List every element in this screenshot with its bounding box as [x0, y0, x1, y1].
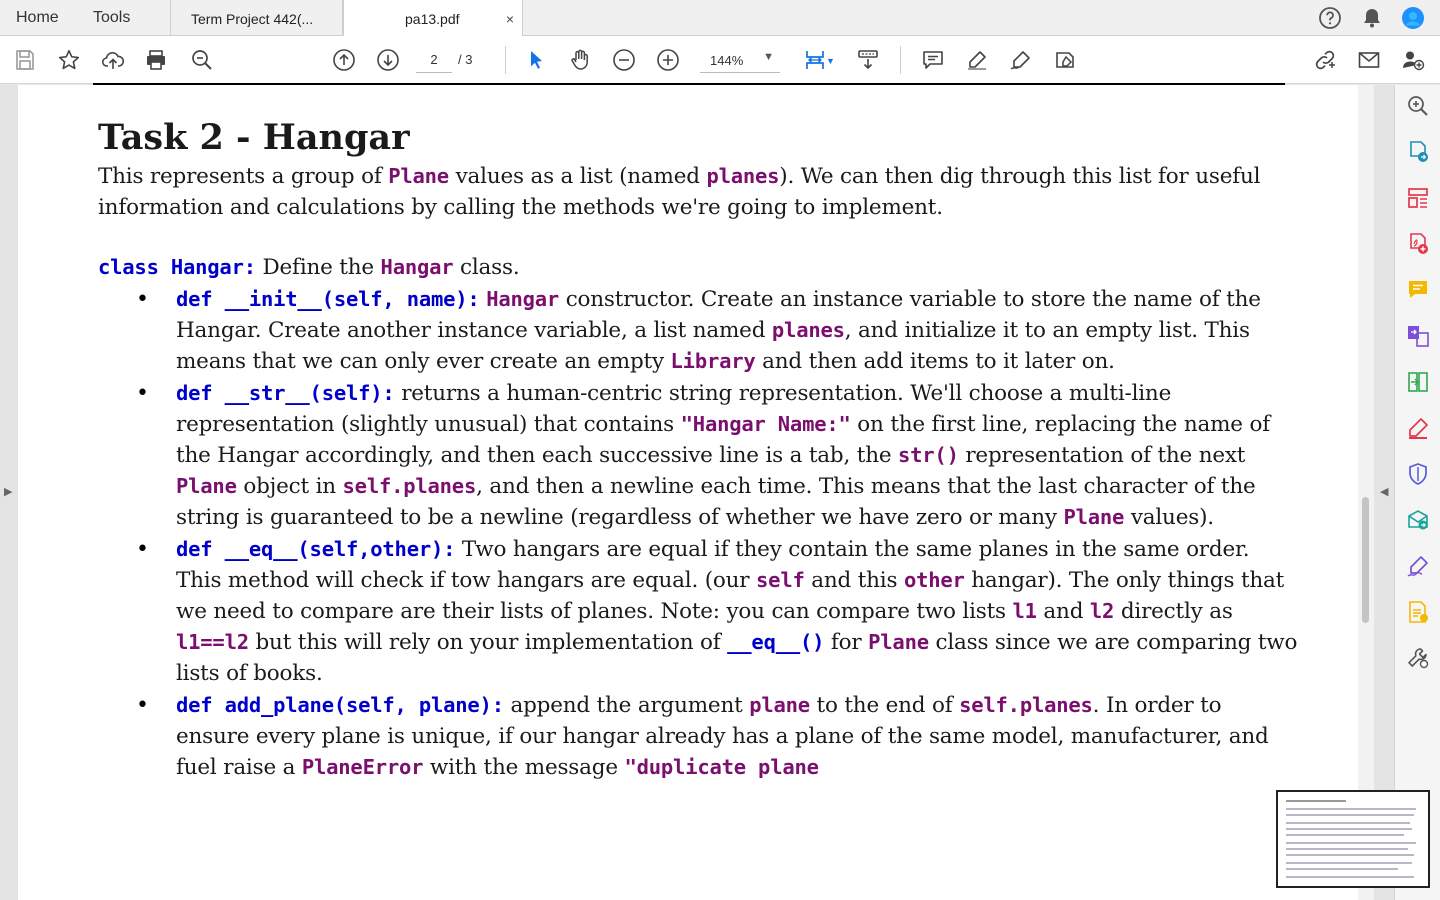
page-top-rule: [93, 83, 1285, 85]
text-run: but this will rely on your implementation of: [248, 630, 728, 655]
fit-page-icon[interactable]: [802, 47, 828, 73]
method-item-str: [176, 378, 1298, 533]
save-icon[interactable]: [12, 47, 38, 73]
inline-code: Plane: [388, 164, 449, 188]
text-run: and then add items to it later on.: [755, 349, 1115, 374]
inline-code: Plane: [1063, 505, 1125, 529]
inline-code: "Hangar Name:": [680, 412, 851, 436]
zoom-out-icon[interactable]: [611, 47, 637, 73]
text-run: append the argument: [503, 693, 750, 718]
text-run: values as a list (named: [448, 164, 707, 189]
highlight-pen-icon[interactable]: [964, 47, 990, 73]
star-icon[interactable]: [56, 47, 82, 73]
inline-code: Hangar: [380, 255, 454, 279]
doc-tab-label: pa13.pdf: [405, 11, 460, 27]
sign-pen-icon[interactable]: [1008, 47, 1034, 73]
vertical-scrollbar[interactable]: [1358, 85, 1374, 900]
sign-icon[interactable]: [1405, 553, 1431, 579]
notification-bell-icon[interactable]: [1360, 6, 1384, 30]
select-arrow-icon[interactable]: [523, 47, 549, 73]
text-run: and: [1036, 599, 1090, 624]
thumbnail-line: [1286, 828, 1412, 830]
text-run: hangar). The only things that we need to compare are their lists of planes. Note: you can compare two lists: [176, 568, 1285, 624]
method-item-eq: [176, 534, 1298, 689]
inline-code: Plane: [868, 630, 929, 654]
user-avatar-icon[interactable]: [1401, 6, 1425, 30]
page-down-icon[interactable]: [375, 47, 401, 73]
protect-shield-icon[interactable]: [1405, 461, 1431, 487]
edit-pdf-icon[interactable]: [1405, 369, 1431, 395]
text-run: class since we are comparing two lists of books.: [176, 630, 1298, 686]
text-run: , and initialize it to an empty list. This means that we can only ever create an empty: [176, 318, 1250, 374]
inline-code: "duplicate plane: [624, 755, 819, 779]
text-run: to the end of: [809, 693, 960, 718]
send-sign-icon[interactable]: [1052, 47, 1078, 73]
thumbnail-line: [1286, 822, 1410, 824]
document-viewport[interactable]: [0, 85, 1394, 900]
page-number-input[interactable]: [416, 47, 452, 73]
code-keyword: Hangar:: [170, 255, 256, 279]
thumbnail-line: [1286, 854, 1414, 856]
zoom-in-icon[interactable]: [655, 47, 681, 73]
page-up-icon[interactable]: [331, 47, 357, 73]
thumbnail-line: [1286, 808, 1416, 810]
inline-code: planes: [706, 164, 780, 188]
inline-code: self.planes: [342, 474, 477, 498]
thumbnail-line: [1286, 834, 1404, 836]
text-run: Define the: [255, 255, 381, 280]
inline-code: str(): [898, 443, 959, 467]
section-heading: Task 2 - Hangar: [98, 117, 410, 158]
method-list: [176, 284, 1298, 783]
doc-tab-term-project[interactable]: [170, 0, 343, 37]
send-review-icon[interactable]: [1405, 507, 1431, 533]
class-definition-line: [98, 252, 1298, 283]
create-pdf-icon[interactable]: [1405, 231, 1431, 257]
inline-code: PlaneError: [301, 755, 424, 779]
code-keyword: def __str__(self):: [176, 381, 395, 405]
combine-files-icon[interactable]: [1405, 323, 1431, 349]
text-run: object in: [236, 474, 343, 499]
share-link-icon[interactable]: [1312, 47, 1338, 73]
tab-bar: [0, 0, 1440, 36]
close-tab-icon[interactable]: ×: [505, 11, 514, 27]
text-run: Two hangars are equal if they contain the same planes in the same order. This method will check if tow hangars are equal. (our: [176, 537, 1250, 593]
code-keyword: def __eq__(self,other):: [176, 537, 456, 561]
text-run: and this: [804, 568, 904, 593]
print-icon[interactable]: [143, 47, 169, 73]
page-thumbnail-navigator[interactable]: [1276, 790, 1430, 888]
code-keyword: def __init__(self, name):: [176, 287, 480, 311]
text-run: , and then a newline each time. This means that the last character of the string is guaranteed to be a newline (regardless of whether we have zero or many: [176, 474, 1256, 530]
text-run: returns a human-centric string representation. We'll choose a multi-line representation (slightly unusual) that contains: [176, 381, 1172, 437]
chevron-down-icon: ▼: [763, 51, 774, 63]
doc-tab-label: Term Project 442(...: [191, 11, 314, 27]
inline-code: l1==l2: [176, 630, 249, 654]
text-run: This represents a group of: [98, 164, 389, 189]
text-run: for: [824, 630, 869, 655]
inline-code: Library: [670, 349, 756, 373]
inline-code: l1: [1012, 599, 1037, 623]
upload-cloud-icon[interactable]: [100, 47, 126, 73]
text-run: on the first line, replacing the name of the Hangar accordingly, and then each successive line is a tab, the: [176, 412, 1270, 468]
thumbnail-line: [1286, 848, 1408, 850]
fill-sign-icon[interactable]: [1405, 415, 1431, 441]
text-run: values).: [1124, 505, 1214, 530]
code-keyword: def add_plane(self, plane):: [176, 693, 504, 717]
inline-code: Hangar: [486, 287, 560, 311]
comment-icon[interactable]: [1405, 277, 1431, 303]
text-run: constructor. Create an instance variable to store the name of the Hangar. Create another instance variable, a list named: [176, 287, 1261, 343]
intro-paragraph: [98, 161, 1298, 223]
doc-tab-pa13[interactable]: [343, 0, 523, 37]
scrollbar-thumb[interactable]: [1362, 497, 1369, 623]
thumbnail-line: [1286, 868, 1398, 870]
toolbar-divider: [900, 46, 901, 74]
inline-code: other: [903, 568, 965, 592]
inline-code: self.planes: [959, 693, 1093, 717]
thumbnail-line: [1286, 814, 1414, 816]
thumbnail-line: [1286, 876, 1414, 878]
zoom-search-icon[interactable]: [1405, 93, 1431, 119]
inline-code: planes: [771, 318, 845, 342]
comment-icon[interactable]: [920, 47, 946, 73]
code-keyword: __eq__(): [727, 630, 825, 654]
nav-tab-home[interactable]: Home: [16, 9, 59, 26]
text-run: . In order to ensure every plane is unique, if our hangar already has a plane of the same model, manufacturer, and fuel raise a: [176, 693, 1269, 780]
thumbnail-line: [1286, 862, 1412, 864]
zoom-level-dropdown[interactable]: [700, 47, 780, 73]
method-item-init: [176, 284, 1298, 377]
inline-code: self: [756, 568, 805, 592]
scroll-mode-icon[interactable]: [855, 47, 881, 73]
organize-pages-icon[interactable]: [1405, 185, 1431, 211]
zoom-level-value: 144%: [710, 53, 744, 68]
zoom-search-icon[interactable]: [189, 47, 215, 73]
code-keyword: class: [98, 255, 171, 279]
more-tools-icon[interactable]: [1405, 599, 1431, 625]
export-pdf-icon[interactable]: [1405, 139, 1431, 165]
tools-right-panel: [1394, 85, 1440, 900]
nav-tab-tools[interactable]: Tools: [93, 9, 131, 26]
text-run: directly as: [1114, 599, 1233, 624]
toolbar-divider: [505, 46, 506, 74]
page-content: [98, 115, 1298, 783]
thumbnail-line: [1286, 842, 1416, 844]
text-run: class.: [453, 255, 520, 280]
chevron-down-icon[interactable]: ▼: [826, 56, 835, 66]
inline-code: plane: [749, 693, 810, 717]
expand-left-panel-icon[interactable]: ▶: [4, 486, 13, 498]
thumbnail-line: [1286, 800, 1346, 802]
pdf-page: [18, 85, 1358, 900]
wrench-icon[interactable]: [1405, 645, 1431, 671]
inline-code: l2: [1089, 599, 1115, 623]
hand-icon[interactable]: [567, 47, 593, 73]
help-icon[interactable]: [1318, 6, 1342, 30]
method-item-add-plane: [176, 690, 1298, 783]
email-icon[interactable]: [1356, 47, 1382, 73]
inline-code: Plane: [176, 474, 237, 498]
page-total-label: / 3: [458, 52, 473, 67]
text-run: with the message: [423, 755, 625, 780]
collapse-right-panel-icon[interactable]: ◀: [1380, 486, 1389, 498]
text-run: representation of the next: [958, 443, 1246, 468]
add-user-icon[interactable]: [1400, 47, 1426, 73]
text-run: ). We can then dig through this list for useful information and calculations by calling the methods we're going to implement.: [98, 164, 1261, 220]
